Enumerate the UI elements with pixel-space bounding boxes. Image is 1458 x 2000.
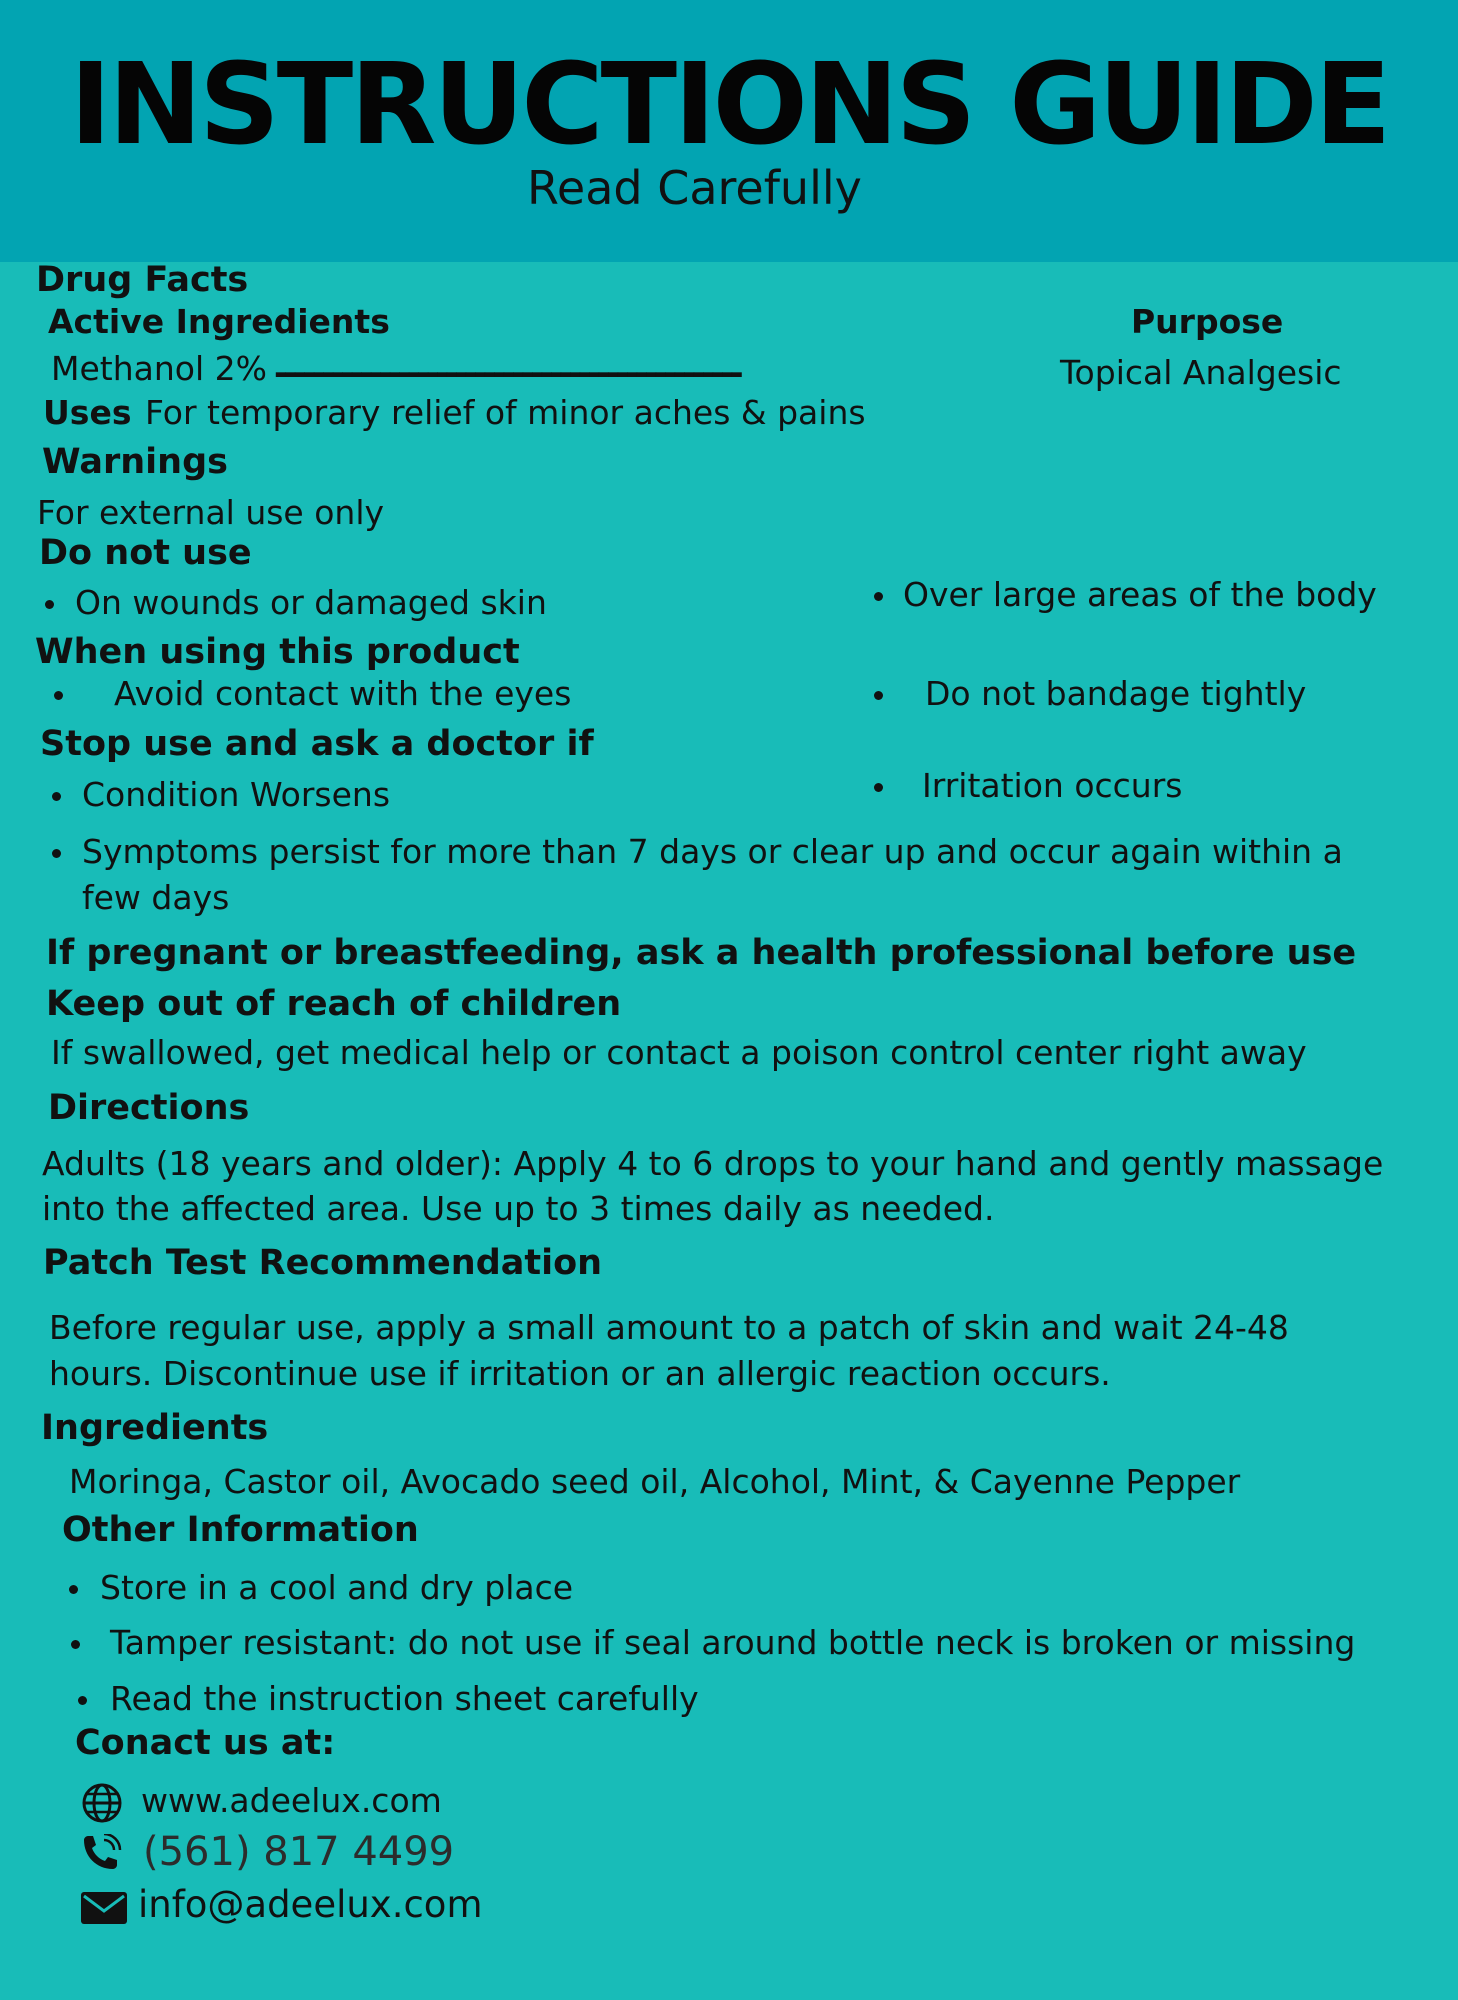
dash-leader: ------------------------------------------------- bbox=[274, 353, 740, 392]
other-info-heading: Other Information bbox=[62, 1510, 419, 1550]
stop-use-item: Condition Worsens bbox=[82, 775, 391, 814]
pregnant-warning: If pregnant or breastfeeding, ask a health professional before use bbox=[46, 933, 1357, 973]
drug-facts-heading: Drug Facts bbox=[36, 260, 249, 300]
do-not-use-heading: Do not use bbox=[39, 533, 252, 573]
header-banner bbox=[0, 0, 1458, 262]
do-not-use-item: Over large areas of the body bbox=[903, 575, 1377, 614]
warnings-heading: Warnings bbox=[42, 442, 228, 482]
contact-website[interactable]: www.adeelux.com bbox=[141, 1781, 442, 1820]
ingredients-text: Moringa, Castor oil, Avocado seed oil, Alcohol, Mint, & Cayenne Pepper bbox=[69, 1462, 1241, 1501]
other-info-item: Tamper resistant: do not use if seal around bottle neck is broken or missing bbox=[110, 1623, 1356, 1662]
when-using-heading: When using this product bbox=[35, 632, 520, 672]
stop-use-item: Symptoms persist for more than 7 days or clear up and occur again within a bbox=[82, 832, 1343, 871]
contact-heading: Conact us at: bbox=[75, 1723, 336, 1763]
keep-out-text: If swallowed, get medical help or contact a poison control center right away bbox=[51, 1033, 1307, 1072]
contact-email[interactable]: info@adeelux.com bbox=[138, 1883, 483, 1926]
active-ingredient: Methanol 2% bbox=[51, 349, 267, 388]
directions-line: into the affected area. Use up to 3 times daily as needed. bbox=[42, 1189, 995, 1228]
bullet-dot bbox=[71, 1640, 80, 1649]
bullet-dot bbox=[874, 691, 883, 700]
active-ingredients-heading: Active Ingredients bbox=[48, 302, 390, 341]
other-info-item: Store in a cool and dry place bbox=[100, 1568, 574, 1607]
do-not-use-item: On wounds or damaged skin bbox=[75, 583, 547, 622]
uses-heading: Uses bbox=[43, 393, 132, 432]
directions-line: Adults (18 years and older): Apply 4 to 6 drops to your hand and gently massage bbox=[42, 1144, 1384, 1183]
stop-use-item-continued: few days bbox=[82, 878, 230, 917]
bullet-dot bbox=[54, 691, 63, 700]
patch-test-line: hours. Discontinue use if irritation or an allergic reaction occurs. bbox=[49, 1354, 1111, 1393]
globe-icon bbox=[81, 1782, 123, 1824]
patch-test-line: Before regular use, apply a small amount to a patch of skin and wait 24-48 bbox=[49, 1308, 1289, 1347]
envelope-icon bbox=[81, 1892, 127, 1924]
bullet-dot bbox=[52, 792, 61, 801]
phone-icon bbox=[80, 1834, 126, 1874]
patch-test-heading: Patch Test Recommendation bbox=[43, 1243, 603, 1283]
stop-use-item: Irritation occurs bbox=[922, 766, 1183, 805]
bullet-dot bbox=[78, 1696, 87, 1705]
when-using-item: Do not bandage tightly bbox=[925, 674, 1307, 713]
uses-text: For temporary relief of minor aches & pains bbox=[145, 393, 866, 432]
keep-out-heading: Keep out of reach of children bbox=[46, 984, 622, 1024]
when-using-item: Avoid contact with the eyes bbox=[114, 674, 572, 713]
purpose-heading: Purpose bbox=[1131, 302, 1284, 341]
purpose-text: Topical Analgesic bbox=[1060, 353, 1342, 392]
bullet-dot bbox=[874, 592, 883, 601]
directions-heading: Directions bbox=[48, 1088, 250, 1128]
bullet-dot bbox=[874, 783, 883, 792]
stop-use-heading: Stop use and ask a doctor if bbox=[40, 724, 594, 764]
other-info-item: Read the instruction sheet carefully bbox=[110, 1679, 699, 1718]
contact-phone[interactable]: (561) 817 4499 bbox=[143, 1829, 455, 1875]
bullet-dot bbox=[52, 849, 61, 858]
page-title: INSTRUCTIONS GUIDE bbox=[69, 40, 1389, 170]
warnings-text: For external use only bbox=[37, 493, 385, 532]
bullet-dot bbox=[69, 1585, 78, 1594]
ingredients-heading: Ingredients bbox=[41, 1408, 269, 1448]
page-subtitle: Read Carefully bbox=[527, 161, 862, 215]
bullet-dot bbox=[45, 600, 54, 609]
